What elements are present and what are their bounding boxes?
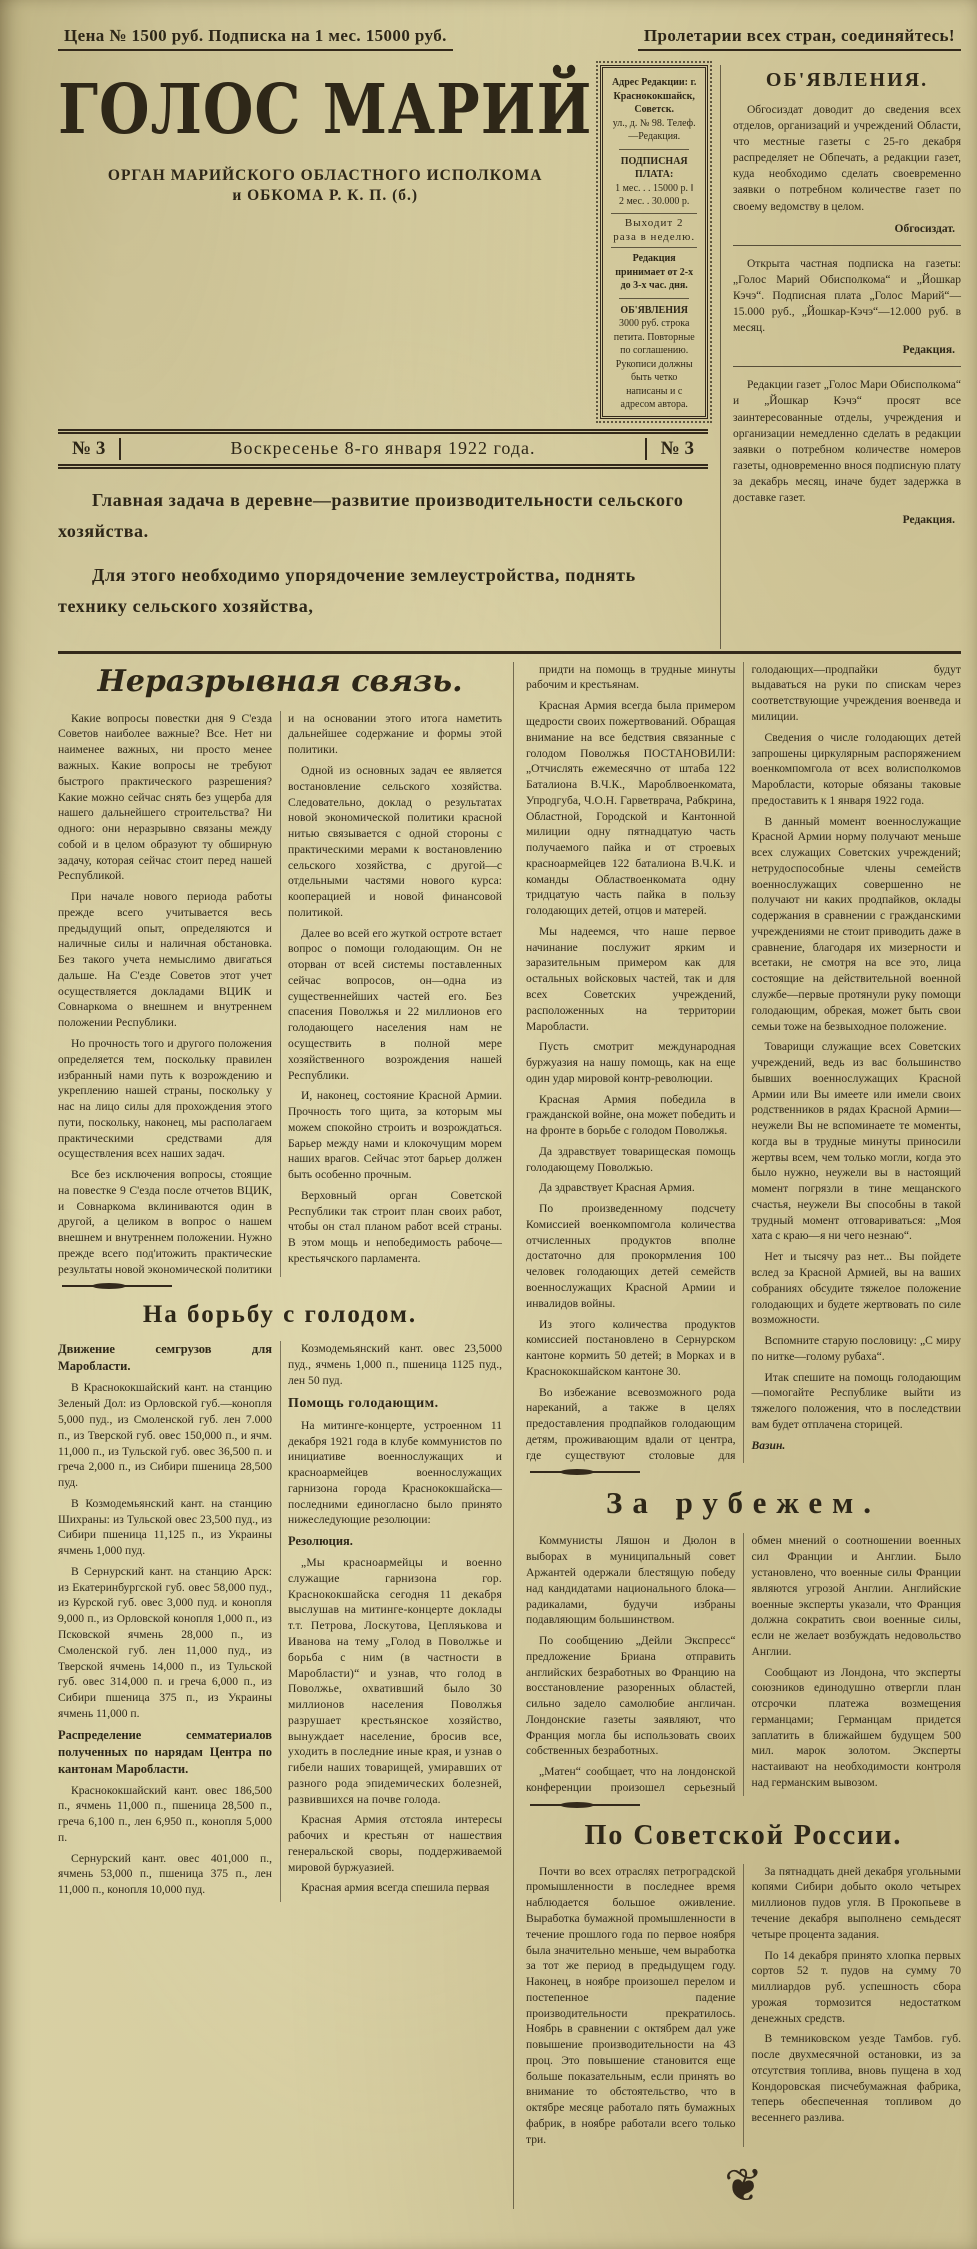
announcement-divider	[733, 245, 961, 246]
issue-number-right: № 3	[645, 438, 708, 460]
article-paragraph: Итак спешите на помощь голодающим—помогайте Республике выйти из тяжелого положения, что в последствии вам будет отплачена сторицей.	[751, 1370, 961, 1431]
article-paragraph: Красная армия всегда спешила первая	[301, 1881, 490, 1895]
slogan-line: Пролетарии всех стран, соединяйтесь!	[638, 26, 961, 51]
headline-unbreakable-link: Неразрывная связь.	[97, 663, 463, 699]
article-paragraph: В Сернурский кант. на станцию Арск: из Екатеринбургской губ. овес 58,000 пуд., из Курской губ. овес 3,000 пуд. и конопля 9,000 п., из Орловской конопля 1,000 п., из Псковской ячмень 28,000 п., из Смоленской губ. лен 11,000 пуд., из Тверской ячмень 14,000 п., из Тульской губ. овес 314,000 п. и греча 6,000 п., из Сибири пшеница 375 п., из Украины ячмень 11,000 п.	[58, 1564, 272, 1720]
lead-paragraph: Главная задача в деревне—развитие производительности сельского хозяйства.	[58, 489, 684, 542]
article-paragraph: Сернурский кант. овес 401,000 п., ячмень 53,000 п., пшеница 375 п., лен 11,000 п., конопля 10,000 пуд.	[58, 1851, 272, 1897]
article-paragraph: В данный момент военнослужащие Красной Армии норму получают меньше всех служащих Советских учреждений; нетрудоспособные члены семейств военнослужащих совершенно не получают ни каких продпайков, оклады содержания в сравнении с гражданскими учреждениями не стоит приводить даже в сравнение, благодаря их мизерности и всетаки, не смотря на все это, лица состоящие на действительной военной службе—первые протянули руку помощи голодающим, обрекая, может быть свои семьи тоже на безвыходное положение.	[751, 814, 961, 1033]
publication-date: Воскресенье 8-го января 1922 года.	[230, 438, 536, 459]
end-rule-ornament	[530, 1804, 640, 1806]
article-paragraph: „Матен“ сообщает, что на лондонской конференции произошел серьезный обмен мнений о соотношении военных сил Франции и Англии. Было установлено, что военные силы Франции являются угрозой Англии. Английские военные эксперты указали, что Франция должна сократить свои военные силы, если не желает возбуждать недовольство Англии.	[526, 1534, 961, 1794]
article-paragraph: По произведенному подсчету Комиссией военкомпомгола количества отчисленных продуктов вполне достаточно для прокормления 100 человек голодающих детей семейств военнослужащих Красной Армии и инвалидов войны.	[526, 1202, 736, 1310]
subhead-aid-to-starving: Помощь голодающим.	[288, 1395, 439, 1411]
newspaper-subtitle-2: и ОБКОМА Р. К. П. (б.)	[232, 187, 419, 204]
lead-editorial	[58, 485, 708, 649]
article-paragraph: В темниковском уезде Тамбов. губ. после двухмесячной остановки, из за отсутствия топлива, вновь пущена в ход Кондоровская писчебумажная фабрика, теперь обеспеченная топливом до весеннего разлива.	[751, 2032, 961, 2125]
section-abroad	[526, 1533, 961, 1795]
info-divider	[619, 298, 689, 299]
article-paragraph: Вспомните старую пословицу: „С миру по нитке—голому рубаха“.	[751, 1334, 961, 1363]
article-paragraph: придти на помощь в трудные минуты рабочим и крестьянам.	[526, 662, 736, 692]
editorial-address-2: ул., д. № 98. Телеф.—Редакция.	[612, 117, 696, 142]
end-rule-ornament	[530, 1471, 640, 1473]
article-paragraph: Во избежание всевозможного рода нареканий, а также в целях предоставления продпайков голодающим детям, проживающим вдали от центра, где существуют столовые для голодающих—продпайки будут выдаваться на руки по спискам через соответствующие учреждения военведа и милиции.	[526, 662, 961, 1462]
article-paragraph: Товарищи служащие всех Советских учреждений, ведь из вас большинство бывших военнослужащих Красной Армии или Вы имеете или имели своих родственников в рядах Красной Армии—неужели Вы не вспоминаете те моменты, когда вы в трудные минуты приносили жертвы всем, чем только могли, когда это было нужно, неужели вы в настоящий момент погрязли в тине мещанского счастья, неужели Вы способны в такой трудный момент отговариваться: „Моя хата с краю—я ни чего незнаю“.	[751, 1040, 961, 1243]
issue-number-left: № 3	[58, 438, 121, 460]
article-paragraph: Коммунисты Ляшон и Дюлон в выборах в муниципальный совет Аржантей одержали блестящую победу над кандидатами национального блока—радикалами, будучи избраны подавляющим большинством.	[526, 1534, 736, 1627]
masthead-title-block	[58, 65, 592, 419]
article-paragraph: За пятнадцать дней декабря угольными копями Сибири добыто около четырех миллионов пудов угля. В Прокопьеве в течение декабря выполнено семьдесят четыре процента задания.	[751, 1864, 961, 1941]
announcement-item: Редакции газет „Голос Мари Обисполкома“ и „Йошкар Кэчэ“ просят все заинтересованные отделы, учреждения и организации немедленно сделать в редакции заявки о потребном количестве номеров газеты, одновременно внося подписную плату за декабрь месяц, иначе будет задержка в доставке газет.	[733, 379, 961, 504]
article-paragraph: Красная Армия всегда была примером щедрости своих пожертвований. Обращая внимание на все бедствия связанные с голодом Поволжья ПОСТАНОВИЛИ: „Отчислять ежемесячно от штаба 122 Баталиона В.Ч.К., Мароблвоенкомата, Упродгуба, Ч.О.Н. Гарветврача, Рабкрина, Областной, Городской и Кантонной милиции одну пятнадцатую часть получаемого пайка и от строевых красноармейцев 122 баталиона В.Ч.К. и команды Областвоенкомата одну тридцатую часть пайка в пользу голодающих детей, отцов и матерей.	[526, 699, 736, 918]
subhead-seed-shipments: Движение семгрузов для Маробласти.	[58, 1342, 272, 1374]
article-paragraph: Почти во всех отраслях петроградской промышленности в последнее время наблюдается большое оживление. Выработка бумажной промышленности в течение прошлого года по первое ноября была значительно меньше, чем выработка за тот же период в предыдущем году. Наконец, в ноябре произошел перелом и постепенное падение производительности прекратилось. Ноябрь в сравнении с октябрем дал уже повышение производительности на 43 проц. Это повышение становится еще больше показательным, если принять во внимание то обстоятельство, что в октябре месяце работало пять бумажных фабрик, в ноябре работали всего только три.	[526, 1864, 736, 2146]
headline-abroad: За рубежем.	[605, 1485, 882, 1521]
article-unbreakable-link	[58, 711, 502, 1278]
body-right-half	[514, 662, 961, 2210]
announcements-title: ОБ'ЯВЛЕНИЯ.	[765, 69, 929, 91]
newspaper-title: ГОЛОС МАРИЙ	[58, 69, 593, 150]
subscription-title: ПОДПИСНАЯ ПЛАТА:	[620, 155, 688, 180]
announcement-item: Открыта частная подписка на газеты: „Голос Марий Обисполкома“ и „Йошкар Кэчэ“. Подписная плата „Голос Марий“—15.000 руб., „Йошкар-Кэчэ“—12.000 руб. в месяц.	[733, 257, 961, 335]
subhead-resolution: Резолюция.	[288, 1534, 353, 1549]
masthead-row	[58, 65, 708, 419]
fleuron-ornament-icon: ❦	[724, 2160, 763, 2212]
announcement-item: Обгосиздат доводит до сведения всех отделов, организаций и учреждений Области, что местные газеты с 25-го декабря распределяет не Обпечать, а редакции газет, куда необходимо сделать своевременно заявки о потребном количестве газет по своему ведомству в целом.	[733, 104, 961, 213]
lead-paragraph: Для этого необходимо упорядочение землеустройства, поднять технику сельского хозяйства,	[58, 564, 636, 617]
announcement-divider	[733, 366, 961, 367]
announcement-signature: Редакция.	[902, 344, 955, 357]
article-paragraph: Далее во всей его жуткой остроте встает вопрос о помощи голодающим. Он не оторван от всей системы поставленных сейчас вопросов, он—одна из существеннейших частей его. Без спасения Поволжья и 22 миллионов его голодающего населения нам не осуществить в полной мере хозяйственного возрождения нашей Республики.	[288, 926, 502, 1082]
reception-hours: Редакция принимает от 2-х до 3-х час. дня.	[615, 253, 694, 292]
article-paragraph: В Краснококшайский кант. на станцию Зеленый Дол: из Орловской губ.—конопля 5,000 пуд., из Смоленской губ. лен 7.000 п., из Тверской губ. овес 150,000 п., и ячм. 11,000 п., из Тульской губ. овес 36,500 п. и греча 2,000 п., из Сибири пшеница 28,500 пуд.	[58, 1381, 272, 1490]
article-paragraph: Сведения о числе голодающих детей запрошены циркулярным распоряжением военкомпомгола от всех волисполкомов Маробласти, которые обязаны таковые предоставить к 1 января 1922 года.	[751, 730, 961, 807]
article-paragraph: На митинге-концерте, устроенном 11 декабря 1921 года в клубе коммунистов по инициативе военнослужащих и красноармейцев военнослужащих гарнизона города Краснококшайска—последними единогласно было принято нижеследующие резолюции:	[288, 1418, 502, 1527]
newspaper-subtitle-1: ОРГАН МАРИЙСКОГО ОБЛАСТНОГО ИСПОЛКОМА	[107, 167, 543, 184]
article-paragraph: Нет и тысячу раз нет... Вы пойдете вслед за Красной Армией, вы на ваших собраниях обсудите тяжелое положение голодающих и будете жертвовать по силе возможности.	[751, 1250, 961, 1327]
body-zone	[58, 651, 961, 2210]
article-paragraph: Из этого количества продуктов комиссией постановлено в Сернурском кантоне кормить 50 детей; в Морках и в Краснококшайском кантоне 30.	[526, 1317, 736, 1378]
editorial-address-1: Адрес Редакции: г. Краснококшайск, Советск.	[611, 77, 697, 115]
article-paragraph: Все без исключения вопросы, стоящие на повестке 9 С'езда после отчетов ВЦИК, и Совнаркома вклиниваются один в другой, а целиком в вопрос о нашем внешнем и внутреннем положении. Нужно прежде всего под'итожить практические результаты новой экономической политики и на основании этого итога наметить дальнейшее содержание и формы этой политики.	[58, 711, 502, 1276]
article-paragraph: Одной из основных задач ее является востановление сельского хозяйства. Следовательно, доклад о результатах новой экономической политики красной нитью связывается с одной стороны с практическими мерами к востановлению сельского хозяйства, с другой—с отдельными частями нового курса: кооперацией и новой финансовой политикой.	[288, 763, 502, 919]
dateline-bar	[58, 429, 708, 469]
article-paragraph: Пусть смотрит международная буржуазия на нашу помощь, как на еще один удар мировой контр-революции.	[526, 1040, 736, 1085]
article-paragraph: Мы надеемся, что наше первое начинание послужит ярким и заразительным примером как для остальных войсковых частей, так и для всех Советских учреждений, расположенных на территории Маробласти.	[526, 924, 736, 1033]
announcements-column	[720, 65, 961, 649]
announcement-signature: Обгосиздат.	[894, 222, 955, 235]
section-soviet-russia	[526, 1864, 961, 2148]
ads-rates-line1: 3000 руб. строка петита. Повторные по соглашению.	[613, 318, 695, 357]
article-paragraph: По 14 декабря принято хлопка первых сортов 52 т. пудов на сумму 70 миллиардов руб. успешность сбора урожая тормозится недостатком денежных средств.	[751, 1948, 961, 2025]
subscription-rates: 1 мес. . . 15000 р. ‖ 2 мес. . 30.000 р.	[615, 182, 694, 207]
article-paragraph: Красная Армия отстояла интересы рабочих и крестьян от нашествия генеральской своры, поддерживаемой мировой буржуазией.	[288, 1813, 502, 1874]
headline-famine-fight: На борьбу с голодом.	[142, 1301, 418, 1329]
body-left-half	[58, 662, 514, 2210]
article-paragraph: Красная Армия победила в гражданской войне, она может победить и на фронте в борьбе с голодом Поволжья.	[526, 1092, 736, 1138]
ads-rates-line2: Рукописи должны быть четко написаны и с адресом автора.	[615, 358, 693, 411]
article-red-army-relief	[526, 662, 961, 1464]
article-paragraph: И, наконец, состояние Красной Армии. Прочность того щита, за которым мы можем спокойно строить и возрождаться. Барьер между нами и клокочущим морем наших врагов. Сейчас этот барьер должен быть особенно прочным.	[288, 1089, 502, 1182]
article-paragraph: Краснококшайский кант. овес 186,500 п., ячмень 11,000 п., пшеница 28,500 п., греча 6,100 п., лен 6,950 п., конопля 5,000 п.	[58, 1783, 272, 1844]
end-rule-ornament	[62, 1285, 172, 1287]
article-paragraph: Да здравствует товарищеская помощь голодающему Поволжью.	[526, 1144, 736, 1174]
article-paragraph: Сообщают из Лондона, что эксперты союзников единодушно отвергли план отсрочки платежа возмещения германцами; Германцам придется заплатить в ближайшем будущем 500 мил. марок золотом. Эксперты настаивают на необходимости контроля над германским вывозом.	[751, 1665, 961, 1789]
article-paragraph: При начале нового периода работы прежде всего учитывается весь предыдущий опыт, определяются и наличные силы и наличная обстановка. Без такого учета немыслимо двигаться дальше. На С'езде Советов этот учет осуществляется докладами ВЦИК и Совнаркома о внешнем и внутреннем положении Республики.	[58, 890, 272, 1030]
article-paragraph: По сообщению „Дейли Экспресс“ предложение Бриана отправить английских безработных во Францию на восстановление разоренных областей, сильно задело самолюбие англичан. Лондонские газеты заявляют, что Франция могла бы использовать своих собственных безработных.	[526, 1634, 736, 1758]
editorial-info-box	[600, 65, 708, 419]
article-paragraph: Козмодемьянский кант. овес 23,5000 пуд., ячмень 1,000 п., пшеница 1125 пуд., лен 50 пуд.	[288, 1342, 502, 1388]
top-strap	[58, 26, 961, 51]
info-divider	[619, 149, 689, 150]
ads-rates-title: ОБ'ЯВЛЕНИЯ	[620, 304, 688, 316]
price-line: Цена № 1500 руб. Подписка на 1 мес. 15000 руб.	[58, 26, 453, 51]
article-paragraph: Но прочность того и другого положения определяется тем, поскольку правилен избранный нами путь к возрождению и укреплению нашей страны, поскольку у нас на лицо силы для прохождения этого пути, поскольку, наконец, мы располагаем практическими средствами для осуществления всех наших задач.	[58, 1037, 272, 1161]
article-paragraph: Какие вопросы повестки дня 9 С'езда Советов наиболее важные? Все. Нет ни наименее важных, ни просто менее важных. Какие вопросы не требуют быстрого практического разрешения? Какие можно сейчас снять без ущерба для нашего дальнейшего строительства? Ни одного: они неразрывно связаны между собой и в целом образуют ту обширную задачу, которая сейчас стоит перед нашей Республикой.	[58, 711, 272, 883]
author-signature: Вазин.	[751, 1438, 786, 1452]
announcement-signature: Редакция.	[902, 514, 955, 527]
article-famine-fight	[58, 1341, 502, 1902]
article-paragraph: Верховный орган Советской Республики так строит план своих работ, чтобы он стал планом работ всей страны. В этом мощь и непобедимость рабоче—крестьячского парламента.	[288, 1188, 502, 1265]
frequency-line: Выходит 2 раза в неделю.	[611, 213, 697, 249]
header-zone	[58, 65, 961, 649]
article-paragraph: Да здравствует Красная Армия.	[539, 1181, 695, 1195]
article-paragraph: В Козмодемьянский кант. на станцию Шихраны: из Тульской овес 23,500 пуд., из Сибири пшеница 11,125 п., из Украины ячмень 1,000 пуд.	[58, 1496, 272, 1558]
subhead-seed-distribution: Распределение семматериалов полученных по нарядам Центра по кантонам Маробласти.	[58, 1727, 272, 1776]
headline-soviet-russia: По Советской России.	[584, 1819, 903, 1851]
header-left	[58, 65, 708, 649]
article-paragraph: „Мы красноармейцы и военно служащие гарнизона гор. Краснококшайска сегодня 11 декабря выслушав на митинге-концерте доклады т.т. Петрова, Лоскутова, Цепляькова и Иванова на тему „Голод в Поволжье и борьба с ним (в частности в Маробласти)“ и узнав, что голод в Поволжье, охвативший было 30 миллионов населения Поволжья разрушает крестьянское хозяйство, вынуждает население, бросив все, уходить в последние иные края, и узнав о гибели наших товарищей, умиравших от разного рода эпидемических болезней, развившихся на почве голода.	[288, 1556, 502, 1806]
